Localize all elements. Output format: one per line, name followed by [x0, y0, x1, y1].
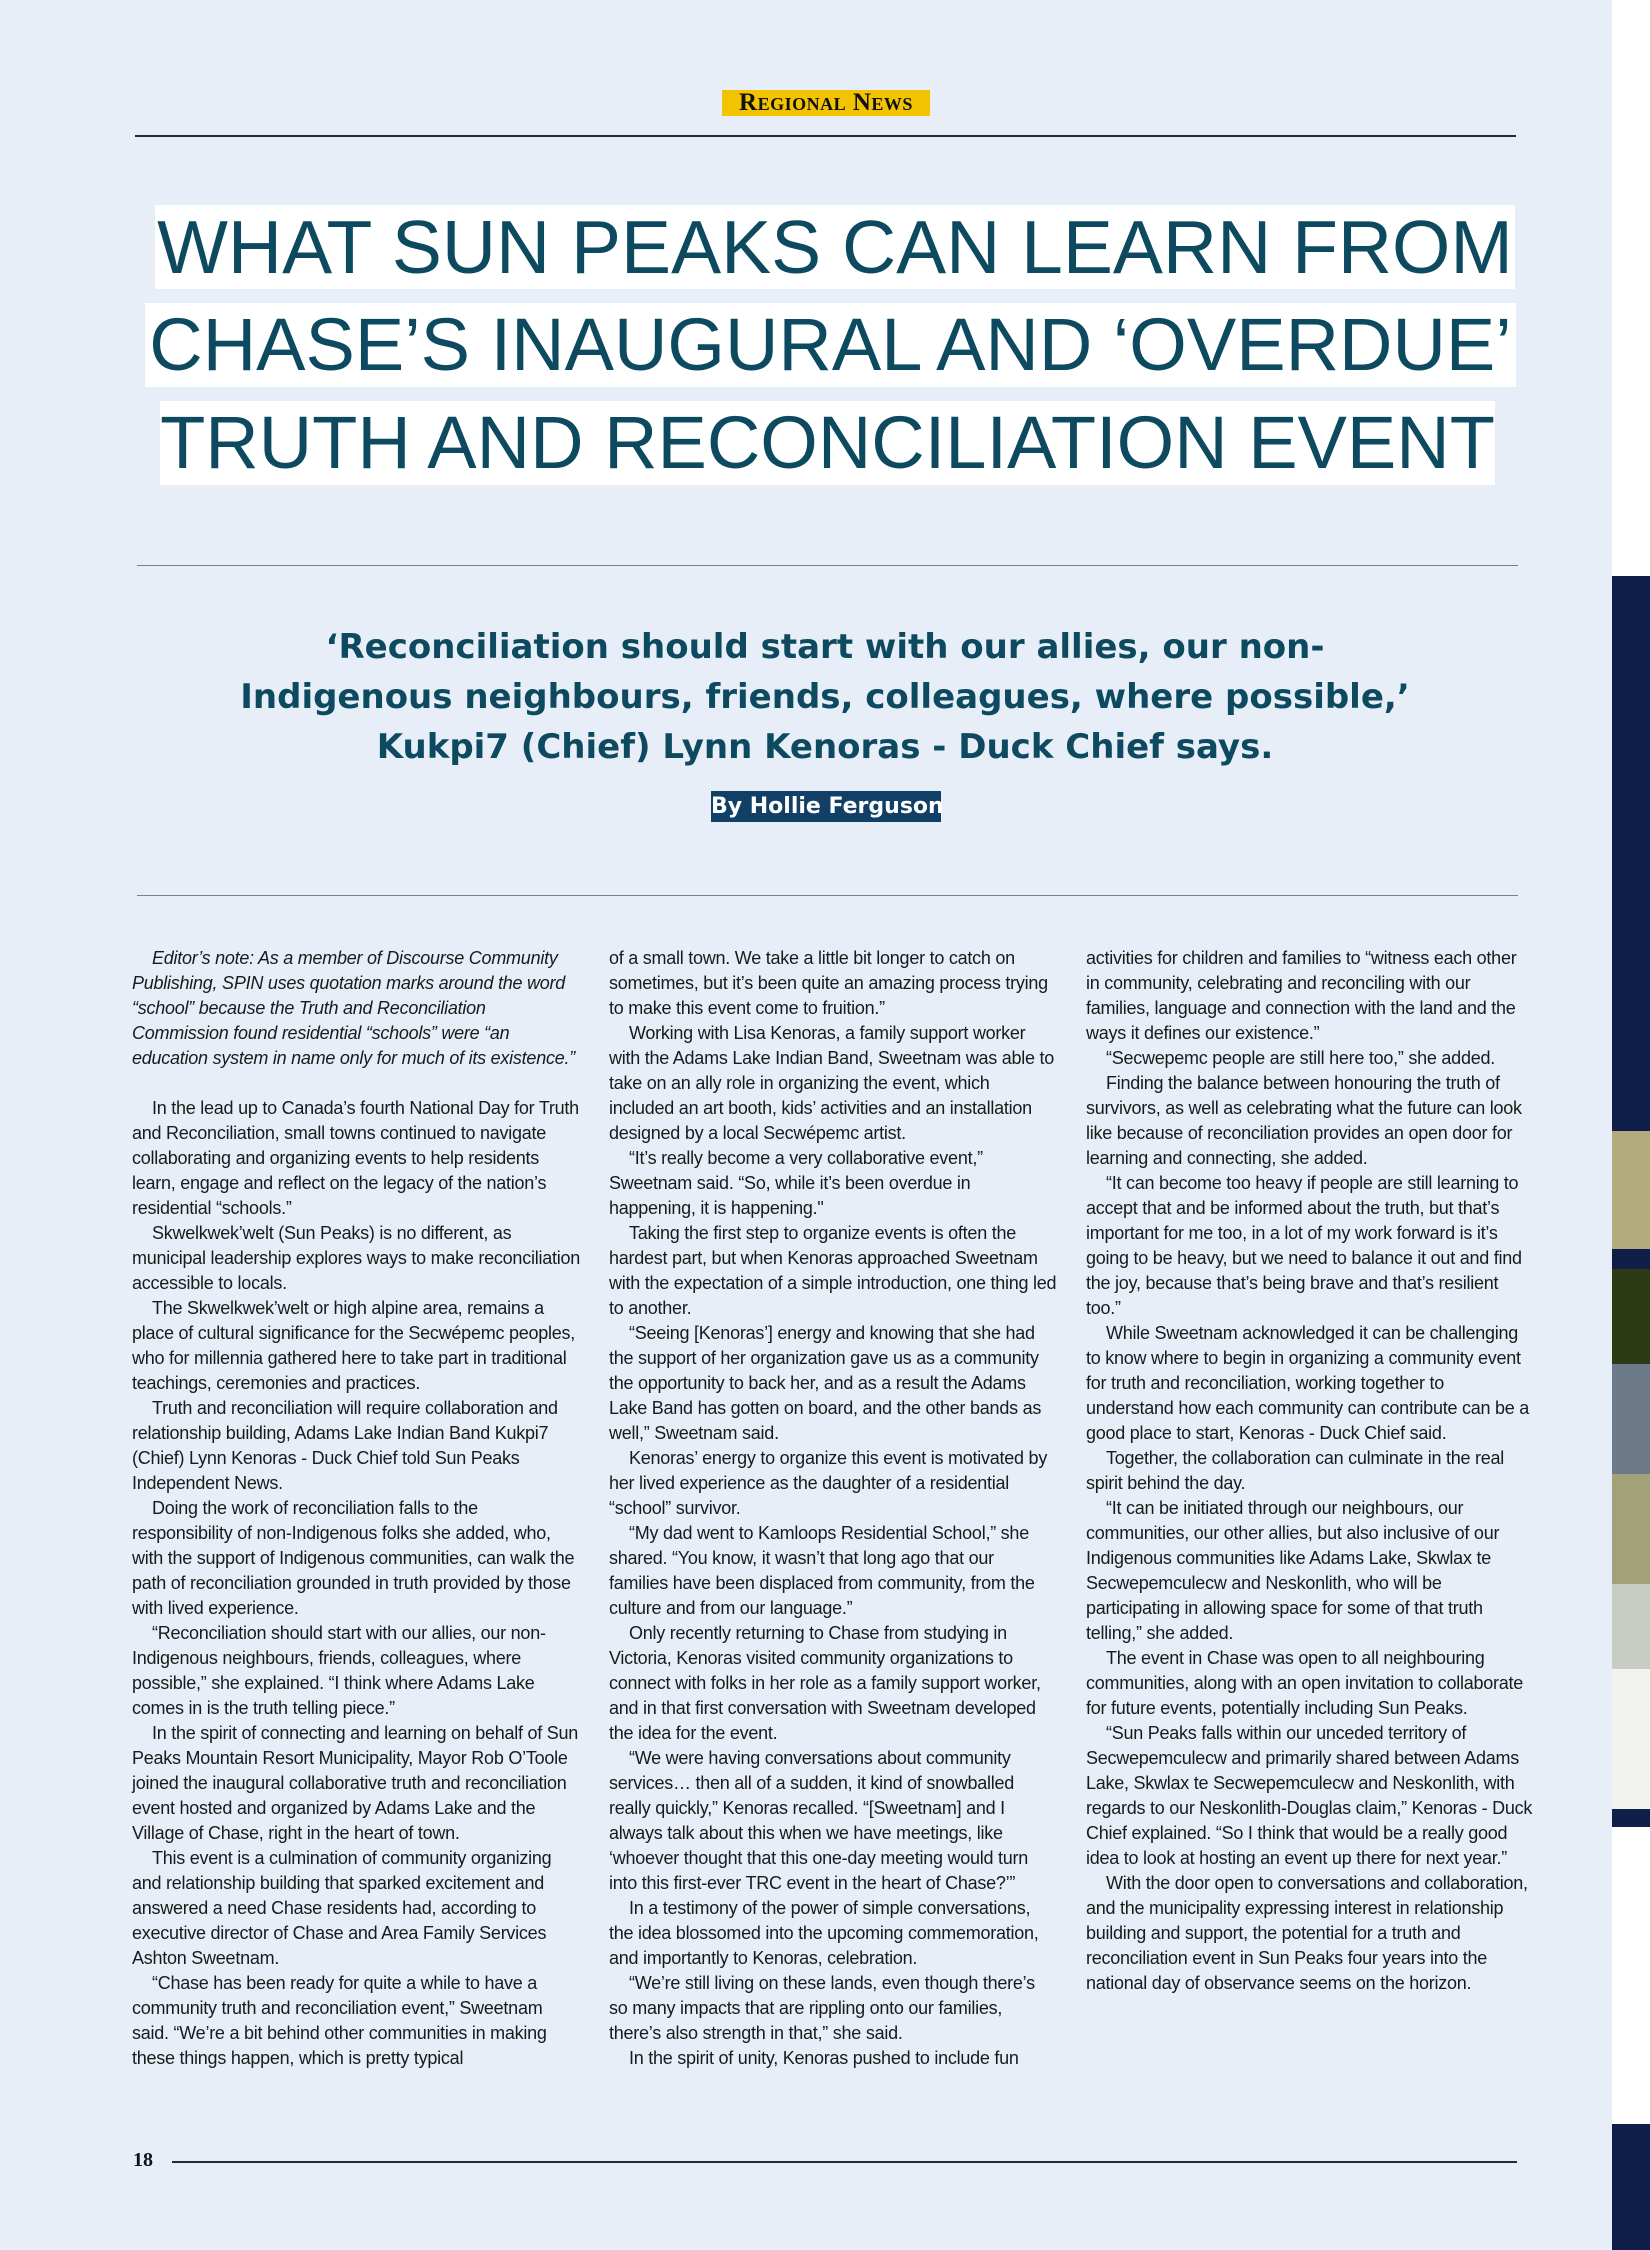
article-column-3	[1086, 946, 1534, 1996]
edge-strip	[1612, 1809, 1650, 1827]
edge-strip	[1612, 1584, 1650, 1669]
article-column-2	[609, 946, 1057, 2071]
edge-strip	[1612, 1249, 1650, 1269]
paragraph: Kenoras’ energy to organize this event is motivated by her lived experience as the daughter of a residential “school” survivor.	[609, 1448, 1048, 1518]
adjacent-page-edge	[1612, 0, 1650, 2250]
paragraph: of a small town. We take a little bit longer to catch on sometimes, but it’s been quite an amazing process trying to make this event come to fruition.”	[609, 948, 1048, 1018]
editors-note: Editor’s note: As a member of Discourse Community Publishing, SPIN uses quotation marks around the word “school” because the Truth and Reconciliation Commission found residential “schools” were “an education system in name only for much of its existence.”	[132, 948, 575, 1068]
paragraph: Working with Lisa Kenoras, a family support worker with the Adams Lake Indian Band, Sweetnam was able to take on an ally role in organizing the event, which included an art booth, kids’ activities and an installation designed by a local Secwépemc artist.	[609, 1023, 1055, 1143]
paragraph: Finding the balance between honouring the truth of survivors, as well as celebrating what the future can look like because of reconciliation provides an open door for learning and connecting, she added.	[1086, 1073, 1522, 1168]
edge-strip	[1612, 1364, 1650, 1474]
edge-strip	[1612, 576, 1650, 1131]
paragraph: “It can be initiated through our neighbours, our communities, our other allies, but also inclusive of our Indigenous communities like Adams Lake, Skwlax te Secwepemculecw and Neskonlith, who will be participating in allowing space for some of that truth telling,” she added.	[1086, 1498, 1500, 1643]
paragraph: Truth and reconciliation will require collaboration and relationship building, Adams Lake Indian Band Kukpi7 (Chief) Lynn Kenoras - Duck Chief told Sun Peaks Independent News.	[132, 1398, 558, 1493]
paragraph: The event in Chase was open to all neighbouring communities, along with an open invitation to collaborate for future events, potentially including Sun Peaks.	[1086, 1648, 1524, 1718]
paragraph: In a testimony of the power of simple conversations, the idea blossomed into the upcoming commemoration, and importantly to Kenoras, celebration.	[609, 1898, 1039, 1968]
paragraph: “We were having conversations about community services… then all of a sudden, it kind of snowballed really quickly,” Kenoras recalled. “[Sweetnam] and I always talk about this when we have meetings, like ‘whoever thought that this one-day meeting would turn into this first-ever TRC event in the heart of Chase?’”	[609, 1748, 1029, 1893]
paragraph: “Chase has been ready for quite a while to have a community truth and reconciliation event,” Sweetnam said. “We’re a bit behind other communities in making these things happen, which is pretty typical	[132, 1973, 547, 2068]
header-divider	[135, 135, 1516, 137]
paragraph: Taking the first step to organize events is often the hardest part, but when Kenoras approached Sweetnam with the expectation of a simple introduction, one thing led to another.	[609, 1223, 1057, 1318]
paragraph: “We’re still living on these lands, even though there’s so many impacts that are rippling onto our families, there’s also strength in that,” she said.	[609, 1973, 1035, 2043]
subhead-divider	[137, 895, 1518, 896]
paragraph: “My dad went to Kamloops Residential School,” she shared. “You know, it wasn’t that long ago that our families have been displaced from community, from the culture and from our language.”	[609, 1523, 1035, 1618]
headline-divider	[137, 565, 1518, 566]
paragraph: Only recently returning to Chase from studying in Victoria, Kenoras visited community organizations to connect with folks in her role as a family support worker, and in that first conversation with Sweetnam developed the idea for the event.	[609, 1623, 1041, 1743]
paragraph: “It can become too heavy if people are still learning to accept that and be informed about the truth, but that’s important for me too, in a lot of my work forward is it’s going to be heavy, but we need to balance it out and find the joy, because that’s being brave and that’s resilient too.”	[1086, 1173, 1522, 1318]
edge-strip	[1612, 1669, 1650, 1809]
paragraph: “Seeing [Kenoras’] energy and knowing that she had the support of her organization gave us as a community the opportunity to back her, and as a result the Adams Lake Band has gotten on board, and the other bands as well,” Sweetnam said.	[609, 1323, 1042, 1443]
paragraph: “It’s really become a very collaborative event,” Sweetnam said. “So, while it’s been overdue in happening, it is happening."	[609, 1148, 983, 1218]
paragraph: In the spirit of connecting and learning on behalf of Sun Peaks Mountain Resort Municipality, Mayor Rob O’Toole joined the inaugural collaborative truth and reconciliation event hosted and organized by Adams Lake and the Village of Chase, right in the heart of town.	[132, 1723, 579, 1843]
paragraph: Doing the work of reconciliation falls to the responsibility of non-Indigenous folks she added, who, with the support of Indigenous communities, can walk the path of reconciliation grounded in truth provided by those with lived experience.	[132, 1498, 575, 1618]
paragraph: “Secwepemc people are still here too,” she added.	[1106, 1048, 1495, 1068]
paragraph: Together, the collaboration can culminate in the real spirit behind the day.	[1086, 1448, 1505, 1493]
edge-strip	[1612, 1131, 1650, 1249]
footer-divider	[172, 2161, 1517, 2163]
paragraph: In the lead up to Canada’s fourth National Day for Truth and Reconciliation, small towns continued to navigate collaborating and organizing events to help residents learn, engage and reflect on the legacy of the nation’s residential “schools.”	[132, 1098, 579, 1218]
headline-line-1: WHAT SUN PEAKS CAN LEARN FROM	[155, 205, 1515, 289]
headline-line-2: CHASE’S INAUGURAL AND ‘OVERDUE’	[145, 303, 1516, 387]
paragraph: Skwelkwek’welt (Sun Peaks) is no different, as municipal leadership explores ways to make reconciliation accessible to locals.	[132, 1223, 580, 1293]
article-column-1	[132, 946, 580, 2071]
headline-line-3: TRUTH AND RECONCILIATION EVENT	[160, 401, 1495, 484]
paragraph: In the spirit of unity, Kenoras pushed to include fun	[629, 2048, 1019, 2068]
paragraph: The Skwelkwek’welt or high alpine area, remains a place of cultural significance for the Secwépemc peoples, who for millennia gathered here to take part in traditional teachings, ceremonies and practices.	[132, 1298, 576, 1393]
paragraph: This event is a culmination of community organizing and relationship building that sparked excitement and answered a need Chase residents had, according to executive director of Chase and Area Family Services Ashton Sweetnam.	[132, 1848, 552, 1968]
page-number: 18	[133, 2149, 153, 2171]
paragraph: “Sun Peaks falls within our unceded territory of Secwepemculecw and primarily shared between Adams Lake, Skwlax te Secwepemculecw and Neskonlith, with regards to our Neskonlith-Douglas claim,” Kenoras - Duck Chief explained. “So I think that would be a really good idea to look at hosting an event up there for next year.”	[1086, 1723, 1533, 1868]
paragraph: While Sweetnam acknowledged it can be challenging to know where to begin in organizing a community event for truth and reconciliation, working together to understand how each community can contribute can be a good place to start, Kenoras - Duck Chief said.	[1086, 1323, 1530, 1443]
edge-strip	[1612, 2124, 1650, 2250]
paragraph: “Reconciliation should start with our allies, our non-Indigenous neighbours, friends, colleagues, where possible,” she explained. “I think where Adams Lake comes in is the truth telling piece.”	[132, 1623, 546, 1718]
section-label: Regional News	[722, 90, 930, 116]
paragraph: With the door open to conversations and collaboration, and the municipality expressing interest in relationship building and support, the potential for a truth and reconciliation event in Sun Peaks four years into the national day of observance seems on the horizon.	[1086, 1873, 1528, 1993]
byline: By Hollie Ferguson	[711, 791, 941, 822]
subheadline: ‘Reconciliation should start with our allies, our non-Indigenous neighbours, friends, colleagues, where possible,’ Kukpi7 (Chief) Lynn Kenoras - Duck Chief says.	[240, 627, 1410, 767]
paragraph: activities for children and families to “witness each other in community, celebrating and reconciling with our families, language and connection with the land and the ways it defines our existence.”	[1086, 948, 1517, 1043]
edge-strip	[1612, 1474, 1650, 1584]
edge-strip	[1612, 1269, 1650, 1364]
